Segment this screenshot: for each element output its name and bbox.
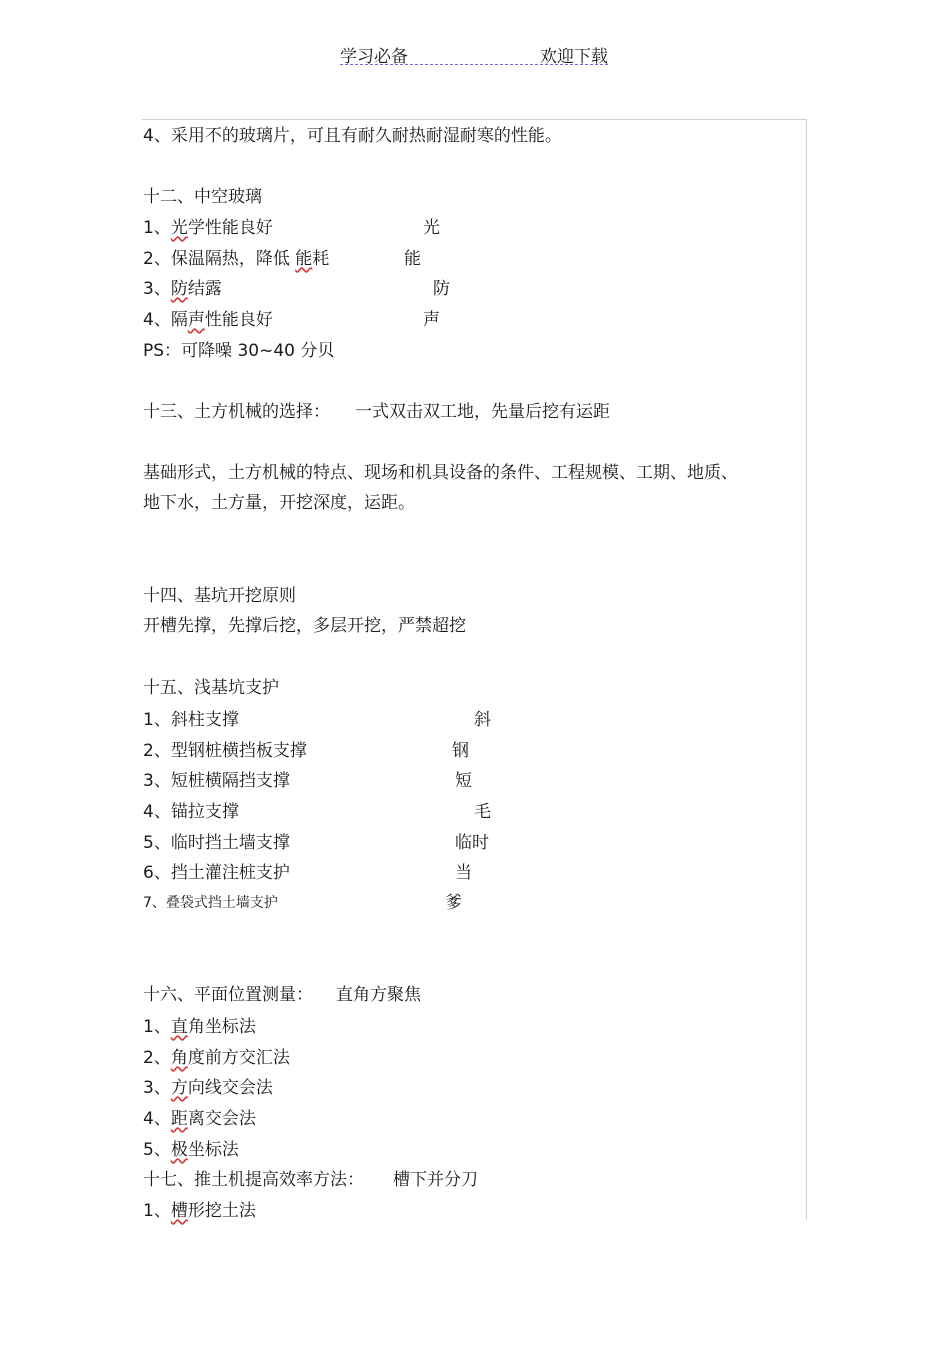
paragraph-line-2: 地下水，土方量，开挖深度，运距。 <box>143 493 415 513</box>
line-l01: 4、采用不的玻璃片，可且有耐久耐热耐湿耐寒的性能。 <box>143 126 562 146</box>
s16-item-2: 2、角度前方交汇法 <box>143 1048 290 1068</box>
s15-hint-1: 斜 <box>474 710 491 730</box>
section-17-title: 十七、推土机提高效率方法： <box>143 1170 364 1190</box>
s15-item-7: 7、叠袋式挡土墙支护 <box>143 895 278 911</box>
ps-note: PS：可降噪 30~40 分贝 <box>143 341 335 361</box>
s17-item-1: 1、槽形挖土法 <box>143 1201 256 1221</box>
s12-hint-4: 声 <box>423 310 440 330</box>
s15-item-6: 6、挡土灌注桩支护 <box>143 863 290 883</box>
s15-item-2: 2、型钢桩横挡板支撑 <box>143 741 307 761</box>
s16-item-3: 3、方向线交会法 <box>143 1078 273 1098</box>
s12-hint-1: 光 <box>423 218 440 238</box>
s15-hint-4: 毛 <box>474 802 491 822</box>
header-right: 欢迎下载 <box>540 47 608 67</box>
s13-mnemonic: 一式双击双工地，先量后挖有运距 <box>355 402 610 422</box>
section-13-title: 十三、土方机械的选择： <box>143 402 330 422</box>
s14-principle: 开槽先撑，先撑后挖，多层开挖，严禁超挖 <box>143 616 466 636</box>
s16-item-1: 1、直角坐标法 <box>143 1017 256 1037</box>
s12-hint-2: 能 <box>404 249 421 269</box>
s12-item-1: 1、光学性能良好 <box>143 218 273 238</box>
s12-hint-3: 防 <box>433 279 450 299</box>
s15-hint-7: 爹 <box>445 893 462 913</box>
s12-item-3: 3、防结露 <box>143 279 222 299</box>
s15-item-5: 5、临时挡土墙支撑 <box>143 833 290 853</box>
s16-item-4: 4、距离交会法 <box>143 1109 256 1129</box>
s15-item-3: 3、短桩横隔挡支撑 <box>143 771 290 791</box>
s16-mnemonic: 直角方聚焦 <box>336 985 421 1005</box>
header-left: 学习必备 <box>340 47 408 67</box>
s15-hint-5: 临时 <box>455 833 489 853</box>
s15-hint-2: 钢 <box>452 741 469 761</box>
section-16-title: 十六、平面位置测量： <box>143 985 313 1005</box>
section-14-title: 十四、基坑开挖原则 <box>143 586 296 606</box>
s17-mnemonic: 槽下并分刀 <box>393 1170 478 1190</box>
s15-hint-3: 短 <box>455 771 472 791</box>
page-header <box>340 42 608 65</box>
s12-item-4: 4、隔声性能良好 <box>143 310 273 330</box>
section-15-title: 十五、浅基坑支护 <box>143 678 279 698</box>
s15-hint-6: 当 <box>455 863 472 883</box>
s12-item-2: 2、保温隔热，降低 能耗 <box>143 249 330 269</box>
section-12-title: 十二、中空玻璃 <box>143 187 262 207</box>
s16-item-5: 5、极坐标法 <box>143 1140 239 1160</box>
s15-item-1: 1、斜柱支撑 <box>143 710 239 730</box>
s15-item-4: 4、锚拉支撑 <box>143 802 239 822</box>
paragraph-line-1: 基础形式，土方机械的特点、现场和机具设备的条件、工程规模、工期、地质、 <box>143 463 738 483</box>
